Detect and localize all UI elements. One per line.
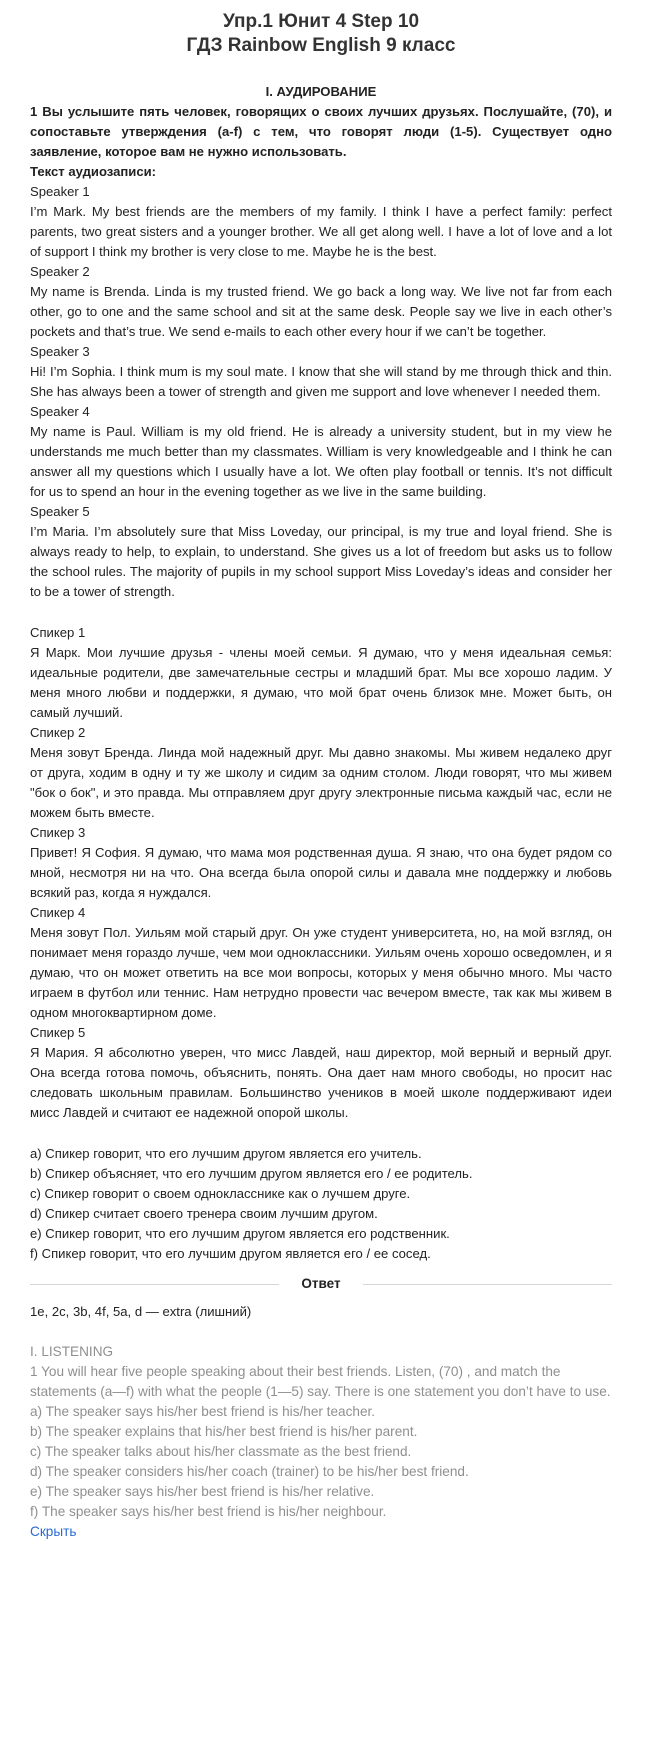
speaker-label: Спикер 3 bbox=[30, 825, 86, 840]
speaker-text: Меня зовут Пол. Уильям мой старый друг. Он уже студент университета, но, на мой взгляд, он понимает меня гораздо лучше, чем мои одноклассники. Уильям очень хорошо осведомлен, и я думаю, что он может ответить на все мои вопросы, которых у меня обычно много. Мы часто играем в футбол или теннис. Нам нетрудно провести час вечером вместе, так как мы живем в одном многоквартирном доме. bbox=[30, 925, 612, 1020]
english-heading: I. LISTENING bbox=[30, 1344, 114, 1359]
english-statement: d) The speaker considers his/her coach (trainer) to be his/her best friend. bbox=[30, 1464, 469, 1479]
speaker-label: Спикер 1 bbox=[30, 625, 86, 640]
speaker-block bbox=[30, 402, 612, 502]
english-statement: a) The speaker says his/her best friend is his/her teacher. bbox=[30, 1404, 376, 1419]
answer-text: 1e, 2c, 3b, 4f, 5a, d — extra (лишний) bbox=[30, 1304, 252, 1319]
statement-item: b) Спикер объясняет, что его лучшим другом является его / ее родитель. bbox=[30, 1166, 473, 1181]
english-statement: f) The speaker says his/her best friend is his/her neighbour. bbox=[30, 1504, 387, 1519]
speaker-text: My name is Paul. William is my old friend. He is already a university student, but in my view he understands me much better than my classmates. William is very knowledgeable and I think he can answer all my questions which I usually have a lot. We often play football or tennis. It’s not difficult for us to spend an hour in the evening together as we live in the same building. bbox=[30, 424, 612, 499]
speaker-block bbox=[30, 1023, 612, 1123]
speaker-label: Спикер 4 bbox=[30, 905, 86, 920]
speaker-text: Hi! I’m Sophia. I think mum is my soul mate. I know that she will stand by me through thick and thin. She has always been a tower of strength and given me support and love whenever I needed them. bbox=[30, 364, 612, 399]
statement-item: f) Спикер говорит, что его лучшим другом является его / ее сосед. bbox=[30, 1246, 431, 1261]
transcript-label: Текст аудиозаписи: bbox=[30, 164, 157, 179]
divider-left bbox=[30, 1284, 279, 1285]
english-task: 1 You will hear five people speaking about their best friends. Listen, (70) , and match the statements (a—f) with what the people (1—5) say. There is one statement you don’t have to use. bbox=[30, 1364, 611, 1399]
title-line-2: ГДЗ Rainbow English 9 класс bbox=[186, 35, 456, 56]
english-original-block bbox=[30, 1342, 612, 1522]
speaker-text: Привет! Я София. Я думаю, что мама моя родственная душа. Я знаю, что она будет рядом со мной, несмотря ни на что. Она всегда была опорой силы и давала мне поддержку и любовь всякий раз, когда я нуждался. bbox=[30, 845, 612, 900]
statements-list bbox=[30, 1144, 612, 1264]
speaker-text: I’m Mark. My best friends are the members of my family. I think I have a perfect family: perfect parents, two great sisters and a younger brother. We all get along well. I have a lot of love and a lot of support I think my brother is very close to me. Maybe he is the best. bbox=[30, 204, 612, 259]
collapse-link[interactable]: Скрыть bbox=[30, 1524, 77, 1539]
divider-right bbox=[363, 1284, 612, 1285]
speaker-label: Speaker 2 bbox=[30, 264, 90, 279]
speaker-label: Speaker 1 bbox=[30, 184, 90, 199]
speaker-text: Я Мария. Я абсолютно уверен, что мисс Лавдей, наш директор, мой верный и верный друг. Она всегда готова помочь, объяснить, понять. Она дает нам много свободы, но просит нас следовать школьным правилам. Большинство учеников в моей школе поддерживают идеи мисс Лавдей и считают ее надежной опорой школы. bbox=[30, 1045, 612, 1120]
page-title bbox=[30, 10, 612, 58]
statement-item: e) Спикер говорит, что его лучшим другом является его родственник. bbox=[30, 1226, 450, 1241]
speaker-block bbox=[30, 342, 612, 402]
english-statement: c) The speaker talks about his/her classmate as the best friend. bbox=[30, 1444, 412, 1459]
speaker-text: Меня зовут Бренда. Линда мой надежный друг. Мы давно знакомы. Мы живем недалеко друг от друга, ходим в одну и ту же школу и сидим за одним столом. Люди говорят, что мы живем "бок о бок", и это правда. Мы отправляем друг другу электронные письма каждый час, если не можем быть вместе. bbox=[30, 745, 612, 820]
spacer bbox=[30, 602, 612, 623]
speaker-text: My name is Brenda. Linda is my trusted friend. We go back a long way. We live not far from each other, go to one and the same school and sit at the same desk. People say we live in each other’s pockets and that’s true. We send e-mails to each other every hour if we can’t be together. bbox=[30, 284, 612, 339]
title-line-1: Упр.1 Юнит 4 Step 10 bbox=[222, 11, 420, 32]
section-heading: I. АУДИРОВАНИЕ bbox=[265, 84, 377, 99]
speaker-block bbox=[30, 723, 612, 823]
speaker-label: Speaker 5 bbox=[30, 504, 90, 519]
transcript-russian bbox=[30, 623, 612, 1123]
statement-item: c) Спикер говорит о своем однокласснике как о лучшем друге. bbox=[30, 1186, 411, 1201]
speaker-text: I’m Maria. I’m absolutely sure that Miss Loveday, our principal, is my true and loyal friend. She is always ready to help, to explain, to understand. She gives us a lot of freedom but asks us to follow the school rules. The majority of pupils in my school support Miss Loveday’s ideas and consider her to be a tower of strength. bbox=[30, 524, 612, 599]
statement-item: a) Спикер говорит, что его лучшим другом является его учитель. bbox=[30, 1146, 422, 1161]
speaker-block bbox=[30, 623, 612, 723]
speaker-label: Speaker 4 bbox=[30, 404, 90, 419]
speaker-block bbox=[30, 502, 612, 602]
english-statement: b) The speaker explains that his/her best friend is his/her parent. bbox=[30, 1424, 418, 1439]
english-statement: e) The speaker says his/her best friend is his/her relative. bbox=[30, 1484, 375, 1499]
speaker-block bbox=[30, 262, 612, 342]
speaker-block bbox=[30, 823, 612, 903]
speaker-block bbox=[30, 903, 612, 1023]
spacer bbox=[30, 1123, 612, 1144]
speaker-label: Speaker 3 bbox=[30, 344, 90, 359]
answer-header bbox=[30, 1274, 612, 1294]
speaker-block bbox=[30, 182, 612, 262]
transcript-english bbox=[30, 182, 612, 602]
speaker-text: Я Марк. Мои лучшие друзья - члены моей семьи. Я думаю, что у меня идеальная семья: идеальные родители, две замечательные сестры и младший брат. Мы все хорошо ладим. У меня много любви и поддержки, я думаю, что мой брат очень близок мне. Может быть, он самый лучший. bbox=[30, 645, 612, 720]
speaker-label: Спикер 2 bbox=[30, 725, 86, 740]
task-description: 1 Вы услышите пять человек, говорящих о своих лучших друзьях. Послушайте, (70), и сопоставьте утверждения (a-f) с тем, что говорят люди (1-5). Существует одно заявление, которое вам не нужно использовать. bbox=[30, 104, 612, 159]
answer-label: Ответ bbox=[301, 1276, 341, 1291]
exercise-content bbox=[30, 82, 612, 1542]
speaker-label: Спикер 5 bbox=[30, 1025, 86, 1040]
statement-item: d) Спикер считает своего тренера своим лучшим другом. bbox=[30, 1206, 378, 1221]
